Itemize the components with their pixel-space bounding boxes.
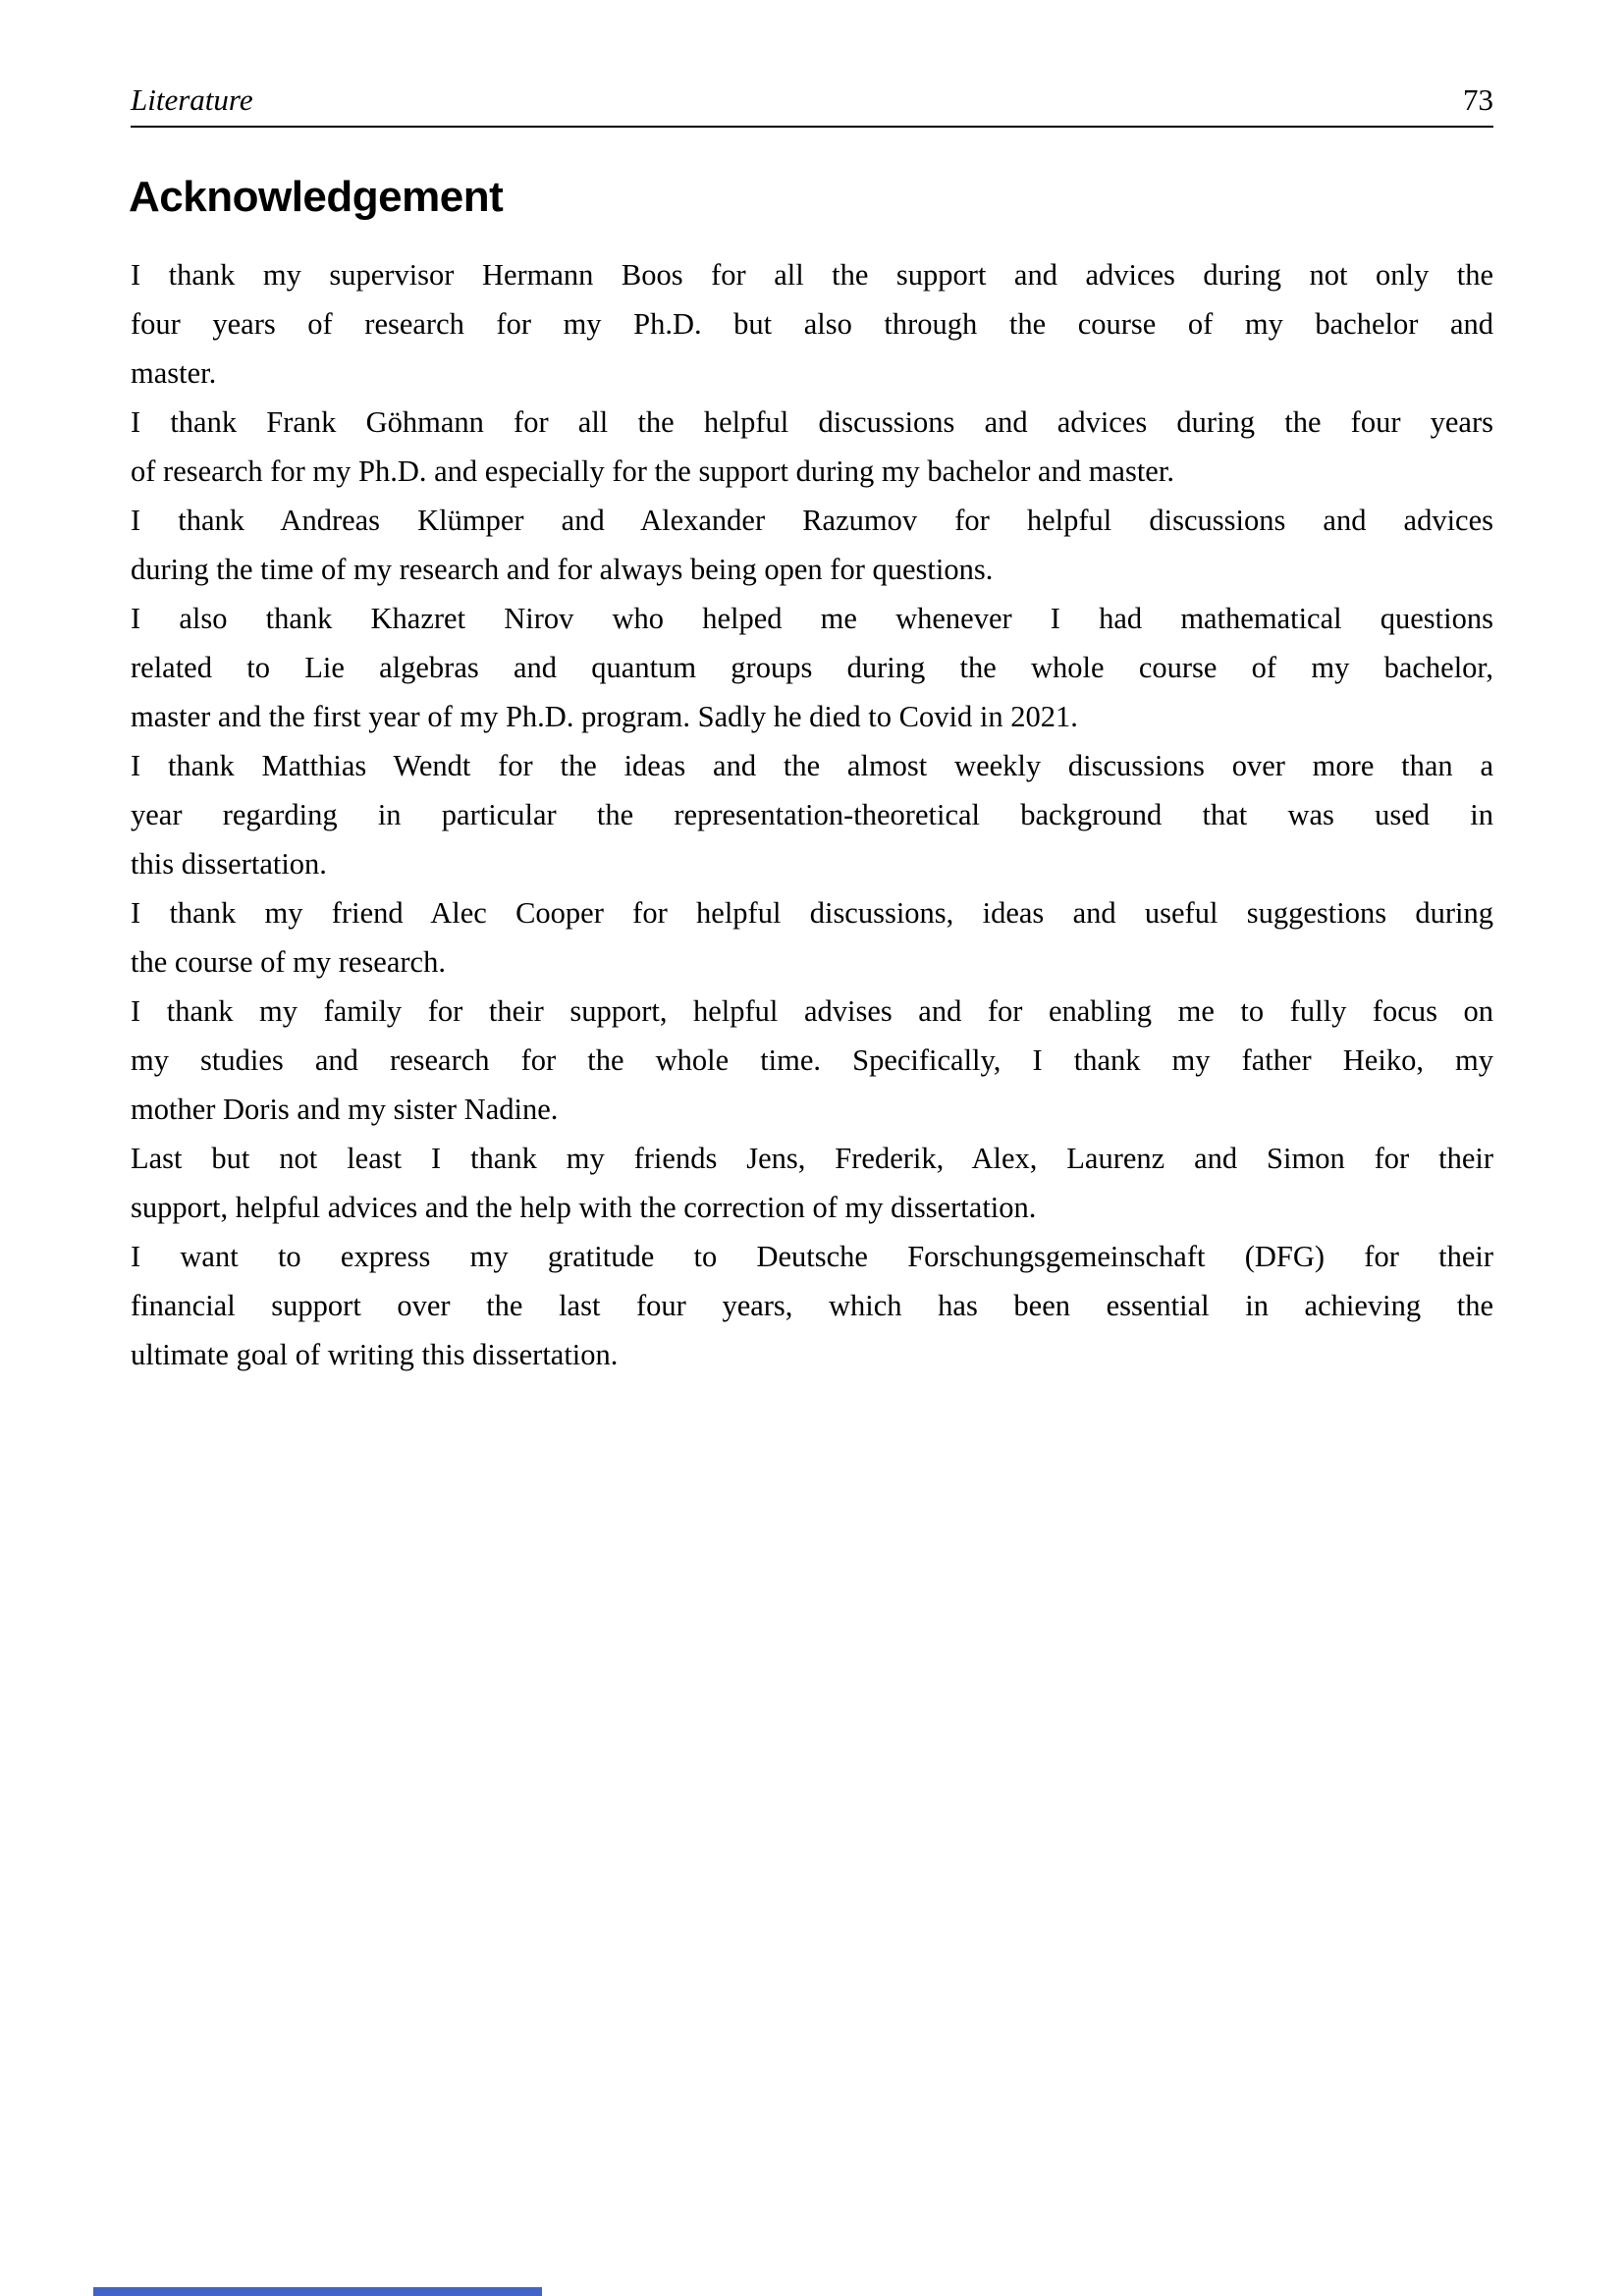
page-header	[131, 83, 1493, 117]
text-line: ultimate goal of writing this dissertation.	[131, 1338, 619, 1371]
text-line: four years of research for my Ph.D. but also through the course of my bachelor and	[131, 307, 1493, 341]
text-line: of research for my Ph.D. and especially for the support during my bachelor and master.	[131, 454, 1174, 488]
text-line: I thank my supervisor Hermann Boos for all the support and advices during not only the	[131, 258, 1493, 292]
text-line: I thank Frank Göhmann for all the helpful discussions and advices during the four years	[131, 405, 1493, 439]
text-line: financial support over the last four years, which has been essential in achieving the	[131, 1289, 1493, 1322]
text-line: I thank my family for their support, helpful advises and for enabling me to fully focus on	[131, 994, 1493, 1028]
text-line: mother Doris and my sister Nadine.	[131, 1093, 559, 1126]
running-header-title: Literature	[131, 82, 253, 117]
section-title: Acknowledgement	[129, 173, 504, 221]
text-line: I want to express my gratitude to Deutsche Forschungsgemeinschaft (DFG) for their	[131, 1240, 1493, 1273]
text-line: master.	[131, 356, 217, 390]
text-line: master and the first year of my Ph.D. program. Sadly he died to Covid in 2021.	[131, 700, 1078, 733]
text-line: I also thank Khazret Nirov who helped me whenever I had mathematical questions	[131, 602, 1493, 635]
text-line: this dissertation.	[131, 847, 327, 881]
text-line: related to Lie algebras and quantum groups during the whole course of my bachelor,	[131, 651, 1493, 684]
text-line: during the time of my research and for always being open for questions.	[131, 553, 994, 586]
header-rule	[131, 126, 1493, 128]
text-line: support, helpful advices and the help with the correction of my dissertation.	[131, 1191, 1037, 1224]
text-line: Last but not least I thank my friends Jens, Frederik, Alex, Laurenz and Simon for their	[131, 1142, 1493, 1175]
text-line: I thank Andreas Klümper and Alexander Razumov for helpful discussions and advices	[131, 504, 1493, 537]
text-line: my studies and research for the whole time. Specifically, I thank my father Heiko, my	[131, 1043, 1493, 1077]
link-annotation-bar[interactable]	[93, 2287, 542, 2296]
page-number: 73	[1463, 82, 1493, 117]
body-text	[131, 250, 1493, 1379]
text-line: I thank Matthias Wendt for the ideas and the almost weekly discussions over more than a	[131, 749, 1493, 782]
text-line: I thank my friend Alec Cooper for helpful discussions, ideas and useful suggestions during	[131, 896, 1493, 930]
text-line: the course of my research.	[131, 945, 446, 979]
text-line: year regarding in particular the representation-theoretical background that was used in	[131, 798, 1493, 831]
